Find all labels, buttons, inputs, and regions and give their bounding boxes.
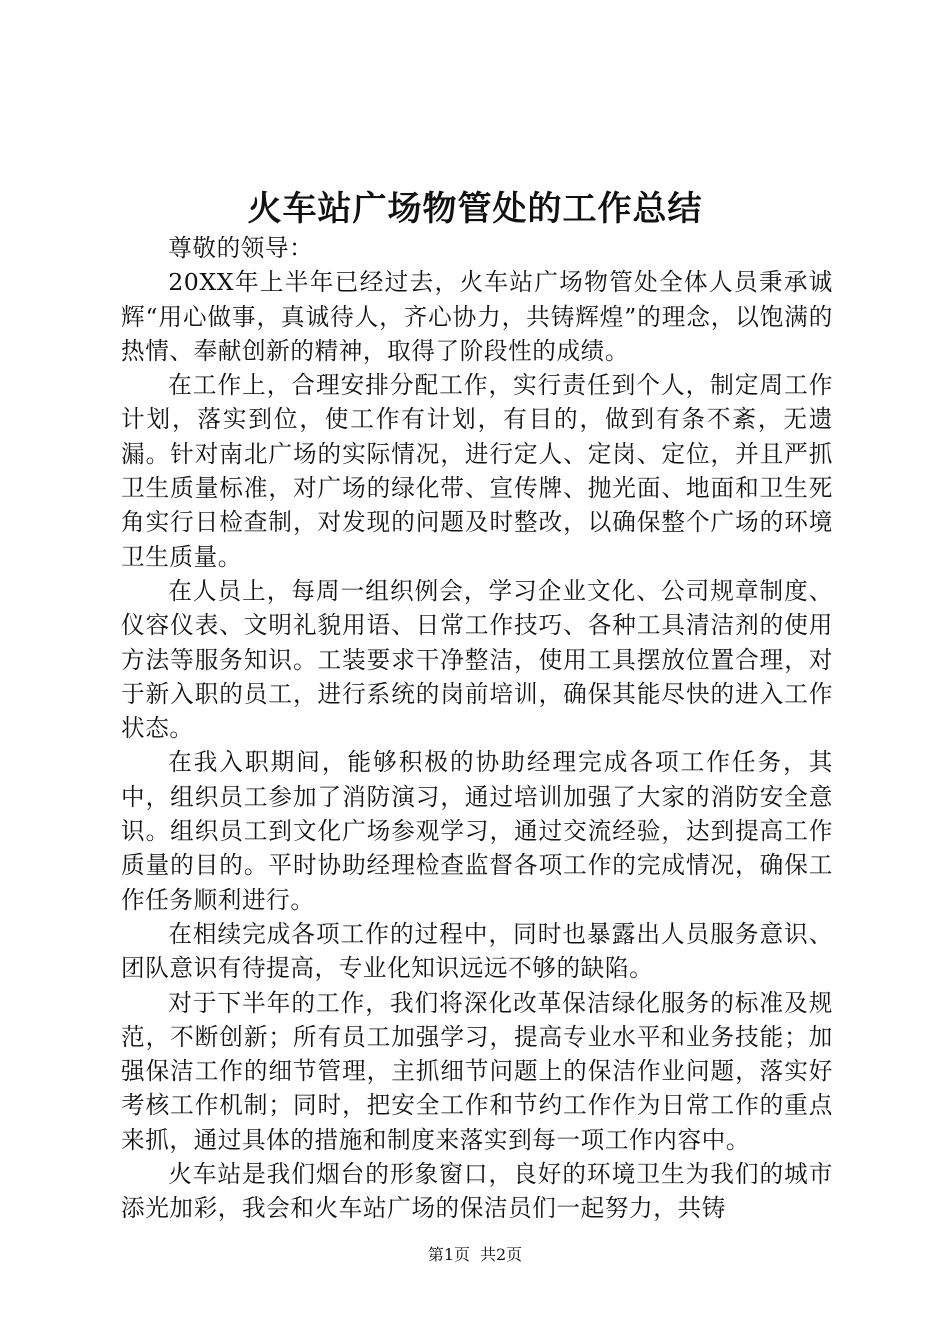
paragraph-shortcomings: 在相续完成各项工作的过程中，同时也暴露出人员服务意识、团队意识有待提高，专业化知识远远不够的缺陷。 [121,919,833,983]
page-number: 第1页 [427,1245,470,1264]
document-title: 火车站广场物管处的工作总结 [247,189,703,229]
paragraph-plan: 对于下半年的工作，我们将深化改革保洁绿化服务的标准及规范，不断创新；所有员工加强学习，提高专业水平和业务技能；加强保洁工作的细节管理，主抓细节问题上的保洁作业问题，落实好考核工作机制；同时，把安全工作和节约工作作为日常工作的重点来抓，通过具体的措施和制度来落实到每一项工作内容中。 [121,988,833,1154]
document-body [121,231,833,1226]
paragraph-closing: 火车站是我们烟台的形象窗口，良好的环境卫生为我们的城市添光加彩，我会和火车站广场的保洁员们一起努力，共铸 [121,1160,833,1223]
paragraph-staff: 在人员上，每周一组织例会，学习企业文化、公司规章制度、仪容仪表、文明礼貌用语、日常工作技巧、各种工具清洁剂的使用方法等服务知识。工装要求干净整洁，使用工具摆放位置合理，对于新入职的员工，进行系统的岗前培训，确保其能尽快的进入工作状态。 [121,576,833,743]
paragraph-work: 在工作上，合理安排分配工作，实行责任到个人，制定周工作计划，落实到位，使工作有计划，有目的，做到有条不紊，无遗漏。针对南北广场的实际情况，进行定人、定岗、定位，并且严抓卫生质量标准，对广场的绿化带、宣传牌、抛光面、地面和卫生死角实行日检查制，对发现的问题及时整改，以确保整个广场的环境卫生质量。 [121,371,833,571]
salutation: 尊敬的领导： [168,234,314,262]
paragraph-intro: 20XX年上半年已经过去，火车站广场物管处全体人员秉承诚辉“用心做事，真诚待人，齐心协力，共铸辉煌”的理念，以饱满的热情、奉献创新的精神，取得了阶段性的成绩。 [121,268,833,365]
paragraph-tenure: 在我入职期间，能够积极的协助经理完成各项工作任务，其中，组织员工参加了消防演习，通过培训加强了大家的消防安全意识。组织员工到文化广场参观学习，通过交流经验，达到提高工作质量的目的。平时协助经理检查监督各项工作的完成情况，确保工作任务顺利进行。 [121,748,833,914]
page-footer [0,1244,950,1266]
page-total: 共2页 [480,1245,523,1264]
